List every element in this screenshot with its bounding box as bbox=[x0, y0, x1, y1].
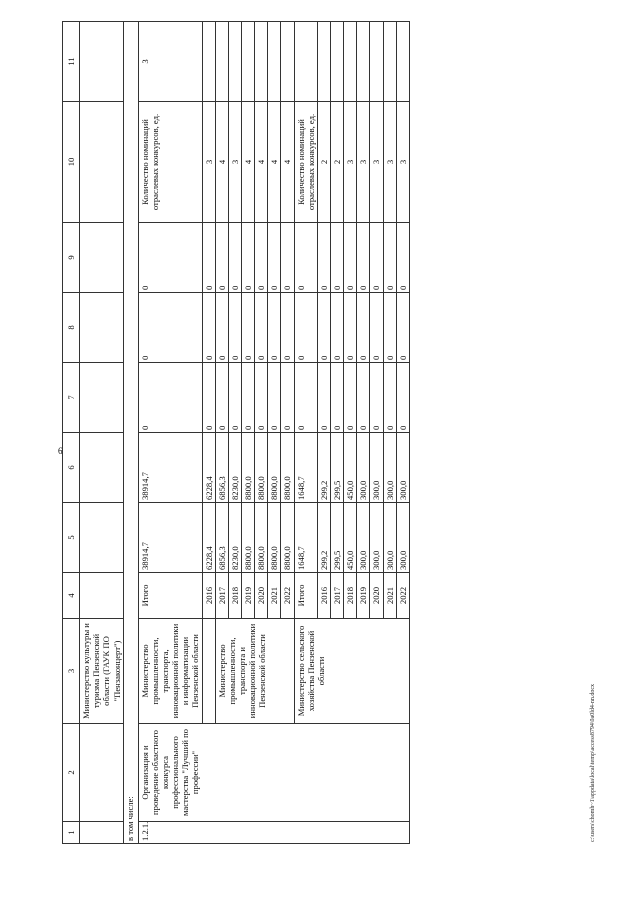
value-cell: 0 bbox=[281, 223, 294, 293]
value-cell: 1648,7 bbox=[294, 433, 317, 503]
value-cell: 0 bbox=[202, 293, 215, 363]
value-cell: 6856,3 bbox=[215, 503, 228, 573]
value-cell: 8800,0 bbox=[255, 503, 268, 573]
table-row bbox=[138, 22, 202, 844]
empty-cell bbox=[357, 22, 370, 102]
value-cell: 0 bbox=[330, 363, 343, 433]
value-cell: 0 bbox=[228, 363, 241, 433]
value-cell: 0 bbox=[268, 223, 281, 293]
year-cell: 2018 bbox=[228, 573, 241, 619]
empty-cell bbox=[317, 22, 330, 102]
year-cell: 2016 bbox=[317, 573, 330, 619]
value-cell: 3 bbox=[383, 102, 396, 223]
table-row bbox=[202, 22, 215, 844]
program-code: 1.2.1. bbox=[138, 822, 409, 844]
year-cell: 2018 bbox=[344, 573, 357, 619]
value-cell: 0 bbox=[357, 293, 370, 363]
value-cell: 300,0 bbox=[357, 503, 370, 573]
footer-path: c:\users\chomh~1\appdata\local\temp\access8794\0a0ld4-nn.docx bbox=[590, 683, 596, 842]
value-cell: 450,0 bbox=[344, 503, 357, 573]
program-table bbox=[62, 21, 410, 844]
value-cell: 8800,0 bbox=[255, 433, 268, 503]
header-cell: 9 bbox=[63, 223, 80, 293]
executor-cell bbox=[202, 619, 215, 724]
value-cell: 1648,7 bbox=[294, 503, 317, 573]
value-cell: 8230,0 bbox=[228, 433, 241, 503]
value-cell: 0 bbox=[370, 293, 383, 363]
value-cell: 0 bbox=[241, 293, 254, 363]
value-cell: 0 bbox=[370, 223, 383, 293]
value-cell: 0 bbox=[281, 363, 294, 433]
value-cell: 6856,3 bbox=[215, 433, 228, 503]
value-cell: 0 bbox=[138, 363, 202, 433]
value-cell: 4 bbox=[255, 102, 268, 223]
value-cell: 8230,0 bbox=[228, 503, 241, 573]
empty-cell bbox=[268, 22, 281, 102]
value-cell: 0 bbox=[215, 223, 228, 293]
value-cell: 0 bbox=[330, 223, 343, 293]
value-cell: 3 bbox=[370, 102, 383, 223]
value-cell: 0 bbox=[317, 363, 330, 433]
empty-cell bbox=[281, 22, 294, 102]
value-cell: 299,5 bbox=[330, 433, 343, 503]
value-cell: 3 bbox=[344, 102, 357, 223]
value-cell: 450,0 bbox=[344, 433, 357, 503]
empty-cell bbox=[396, 22, 409, 102]
value-cell: 0 bbox=[202, 363, 215, 433]
value-cell: 3 bbox=[396, 102, 409, 223]
value-cell: 3 bbox=[202, 102, 215, 223]
value-cell: 0 bbox=[396, 363, 409, 433]
subtitle-row bbox=[123, 22, 138, 844]
value-cell: 0 bbox=[255, 223, 268, 293]
value-cell: 0 bbox=[344, 223, 357, 293]
value-cell: 300,0 bbox=[370, 433, 383, 503]
value-cell: 0 bbox=[215, 293, 228, 363]
value-cell: 4 bbox=[281, 102, 294, 223]
value-cell: 0 bbox=[357, 363, 370, 433]
year-cell: Итого bbox=[294, 573, 317, 619]
empty-cell bbox=[370, 22, 383, 102]
header-cell: 6 bbox=[63, 433, 80, 503]
value-cell: 8800,0 bbox=[268, 433, 281, 503]
table-row bbox=[294, 22, 317, 844]
value-cell: 0 bbox=[383, 293, 396, 363]
header-cell: 5 bbox=[63, 503, 80, 573]
program-title: Организация и проведение областного конкурса профессионального мастерства "Лучший по профессии" bbox=[138, 724, 409, 822]
empty-cell bbox=[344, 22, 357, 102]
value-cell: 0 bbox=[228, 223, 241, 293]
empty-cell bbox=[255, 22, 268, 102]
value-cell: 0 bbox=[317, 293, 330, 363]
value-cell: 2 bbox=[317, 102, 330, 223]
value-cell: 3 bbox=[228, 102, 241, 223]
value-cell: 0 bbox=[396, 293, 409, 363]
value-cell: 0 bbox=[294, 223, 317, 293]
value-cell: 0 bbox=[255, 363, 268, 433]
value-cell: 38914,7 bbox=[138, 503, 202, 573]
value-cell: 3 bbox=[357, 102, 370, 223]
year-cell: 2017 bbox=[215, 573, 228, 619]
value-cell: 300,0 bbox=[383, 503, 396, 573]
empty-cell bbox=[330, 22, 343, 102]
header-cell: 3 bbox=[63, 619, 80, 724]
header-cell: 8 bbox=[63, 293, 80, 363]
empty-cell bbox=[215, 22, 228, 102]
value-cell: 6228,4 bbox=[202, 503, 215, 573]
year-cell: Итого bbox=[138, 573, 202, 619]
value-cell: 0 bbox=[241, 223, 254, 293]
table-row bbox=[215, 22, 228, 844]
value-cell: 8800,0 bbox=[241, 433, 254, 503]
header-cell: 11 bbox=[63, 22, 80, 102]
value-cell: 0 bbox=[241, 363, 254, 433]
executor-cell: Министерство промышленности, транспорта и инновационной политики Пензенской области bbox=[215, 619, 294, 724]
page-number: 6 bbox=[58, 446, 63, 456]
value-cell: 0 bbox=[294, 363, 317, 433]
value-cell: 6228,4 bbox=[202, 433, 215, 503]
year-cell: 2017 bbox=[330, 573, 343, 619]
year-cell: 2016 bbox=[202, 573, 215, 619]
value-cell: 0 bbox=[344, 363, 357, 433]
value-cell: 299,2 bbox=[317, 503, 330, 573]
header-cell: 1 bbox=[63, 822, 80, 844]
value-cell: 0 bbox=[294, 293, 317, 363]
value-cell: 0 bbox=[255, 293, 268, 363]
value-cell: 0 bbox=[370, 363, 383, 433]
year-cell: 2019 bbox=[241, 573, 254, 619]
value-cell: 0 bbox=[383, 363, 396, 433]
value-cell: 0 bbox=[281, 293, 294, 363]
value-cell: 300,0 bbox=[396, 433, 409, 503]
value-cell: 0 bbox=[138, 293, 202, 363]
empty-cell bbox=[383, 22, 396, 102]
year-cell: 2021 bbox=[268, 573, 281, 619]
year-cell: 2020 bbox=[370, 573, 383, 619]
executor-cell: Министерство культуры и туризма Пензенской области (ГАУК ПО "Пензаконцерт") bbox=[80, 619, 124, 724]
value-cell: 0 bbox=[268, 363, 281, 433]
year-cell: 2022 bbox=[396, 573, 409, 619]
empty-cell bbox=[294, 22, 317, 102]
value-cell: 0 bbox=[268, 293, 281, 363]
value-cell: 0 bbox=[344, 293, 357, 363]
value-cell: 4 bbox=[241, 102, 254, 223]
header-row bbox=[63, 22, 80, 844]
value-cell: 300,0 bbox=[370, 503, 383, 573]
value-cell: 0 bbox=[215, 363, 228, 433]
header-cell: 7 bbox=[63, 363, 80, 433]
value-cell: 8800,0 bbox=[268, 503, 281, 573]
value-cell: 0 bbox=[138, 223, 202, 293]
header-cell: 2 bbox=[63, 724, 80, 822]
table-row bbox=[80, 22, 124, 844]
value-cell: 299,2 bbox=[317, 433, 330, 503]
value-cell: 3 bbox=[138, 22, 202, 102]
indicator-cell: Количество номинаций отраслевых конкурсов, ед. bbox=[138, 102, 202, 223]
value-cell: 0 bbox=[317, 223, 330, 293]
value-cell: 0 bbox=[396, 223, 409, 293]
empty-cell bbox=[228, 22, 241, 102]
header-cell: 4 bbox=[63, 573, 80, 619]
value-cell: 299,5 bbox=[330, 503, 343, 573]
header-cell: 10 bbox=[63, 102, 80, 223]
value-cell: 300,0 bbox=[357, 433, 370, 503]
value-cell: 38914,7 bbox=[138, 433, 202, 503]
value-cell: 0 bbox=[330, 293, 343, 363]
year-cell: 2021 bbox=[383, 573, 396, 619]
year-cell: 2019 bbox=[357, 573, 370, 619]
value-cell: 0 bbox=[383, 223, 396, 293]
value-cell: 300,0 bbox=[396, 503, 409, 573]
indicator-cell: Количество номинаций отраслевых конкурсов, ед. bbox=[294, 102, 317, 223]
executor-cell: Министерство сельского хозяйства Пензенской области bbox=[294, 619, 409, 724]
value-cell: 8800,0 bbox=[281, 433, 294, 503]
rotated-table-container bbox=[62, 22, 578, 844]
year-cell: 2022 bbox=[281, 573, 294, 619]
executor-cell: Министерство промышленности, транспорта, инновационной политики и информатизации Пензенской области bbox=[138, 619, 202, 724]
value-cell: 0 bbox=[228, 293, 241, 363]
year-cell: 2020 bbox=[255, 573, 268, 619]
subtitle-cell: в том числе: bbox=[123, 22, 138, 844]
value-cell: 4 bbox=[268, 102, 281, 223]
value-cell: 0 bbox=[202, 223, 215, 293]
value-cell: 0 bbox=[357, 223, 370, 293]
value-cell: 4 bbox=[215, 102, 228, 223]
value-cell: 300,0 bbox=[383, 433, 396, 503]
value-cell: 2 bbox=[330, 102, 343, 223]
value-cell: 8800,0 bbox=[281, 503, 294, 573]
empty-cell bbox=[202, 22, 215, 102]
empty-cell bbox=[241, 22, 254, 102]
value-cell: 8800,0 bbox=[241, 503, 254, 573]
